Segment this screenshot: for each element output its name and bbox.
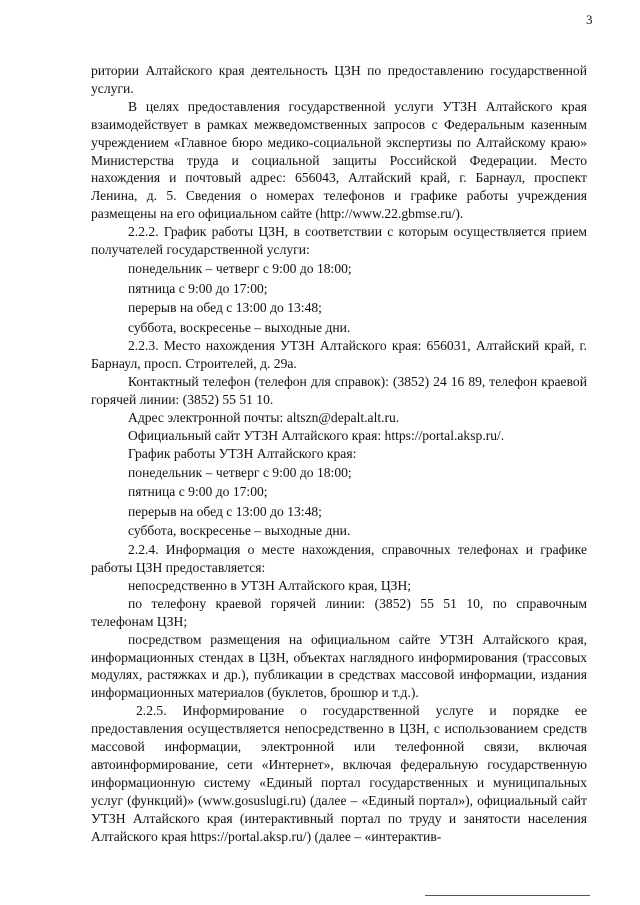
paragraph-contact-phone: Контактный телефон (телефон для справок): (3852) 24 16 89, телефон краевой горячей линии: (3852) 55 51 10. — [91, 374, 587, 408]
schedule-line: пятница с 9:00 до 17:00; — [128, 484, 268, 500]
page-number: 3 — [586, 12, 593, 27]
schedule-line: суббота, воскресенье – выходные дни. — [128, 523, 351, 539]
schedule-line: суббота, воскресенье – выходные дни. — [128, 319, 351, 335]
bottom-scan-line — [425, 895, 590, 896]
schedule-line: перерыв на обед с 13:00 до 13:48; — [128, 300, 322, 316]
schedule-line: перерыв на обед с 13:00 до 13:48; — [128, 503, 322, 519]
document-body — [91, 62, 587, 845]
paragraph-info-provided: 2.2.4. Информация о месте нахождения, справочных телефонах и графике работы ЦЗН предоставляется: — [91, 542, 587, 575]
paragraph-continuation: ритории Алтайского края деятельность ЦЗН по предоставлению государственной услуги. — [91, 63, 587, 96]
paragraph-info-phone: по телефону краевой горячей линии: (3852) 55 51 10, по справочным телефонам ЦЗН; — [91, 595, 587, 629]
utzn-schedule-list — [91, 463, 587, 541]
paragraph-website: Официальный сайт УТЗН Алтайского края: https://portal.aksp.ru/. — [128, 427, 505, 443]
paragraph-czn-schedule-heading: 2.2.2. График работы ЦЗН, в соответствии с которым осуществляется прием получателей государственной услуги: — [91, 224, 587, 258]
schedule-line: пятница с 9:00 до 17:00; — [128, 280, 268, 296]
czn-schedule-list — [91, 259, 587, 337]
paragraph-interaction: В целях предоставления государственной услуги УТЗН Алтайского края взаимодействует в рамках межведомственных запросов с Федеральным казенным учреждением «Главное бюро медико-социальной экспертизы по Алтайскому краю» Министерства труда и социальной защиты Российской Федерации. Место нахождения и почтовый адрес: 656043, Алтайский край, г. Барнаул, проспект Ленина, д. 5. Сведения о номерах телефонов и графике работы учреждения размещены на его официальном сайте (http://www.22.gbmse.ru/). — [91, 98, 587, 222]
schedule-line: понедельник – четверг с 9:00 до 18:00; — [128, 260, 352, 276]
paragraph-info-direct: непосредственно в УТЗН Алтайского края, ЦЗН; — [128, 577, 412, 593]
schedule-line: понедельник – четверг с 9:00 до 18:00; — [128, 464, 352, 480]
paragraph-email: Адрес электронной почты: altszn@depalt.alt.ru. — [128, 409, 400, 425]
paragraph-info-publication: посредством размещения на официальном сайте УТЗН Алтайского края, информационных стендах в ЦЗН, объектах наглядного информирования (трассовых модулях, растяжках и др.), публикации в средствах массовой информации, издания информационных материалов (буклетов, брошюр и т.д.). — [91, 631, 587, 701]
paragraph-utzn-location: 2.2.3. Место нахождения УТЗН Алтайского края: 656031, Алтайский край, г. Барнаул, просп. Строителей, д. 29а. — [91, 338, 587, 372]
paragraph-informing: 2.2.5. Информирование о государственной услуге и порядке ее предоставления осуществляется непосредственно в ЦЗН, с использованием средств массовой информации, электронной или телефонной связи, включая автоинформирование, сети «Интернет», включая федеральную государственную информационную систему «Единый портал государственных и муниципальных услуг (функций)» (www.gosuslugi.ru) (далее – «Единый портал»), официальный сайт УТЗН Алтайского края (интерактивный портал по труду и занятости населения Алтайского края https://portal.aksp.ru/) (далее – «интерактив- — [91, 703, 587, 844]
paragraph-utzn-schedule-heading: График работы УТЗН Алтайского края: — [128, 445, 357, 461]
